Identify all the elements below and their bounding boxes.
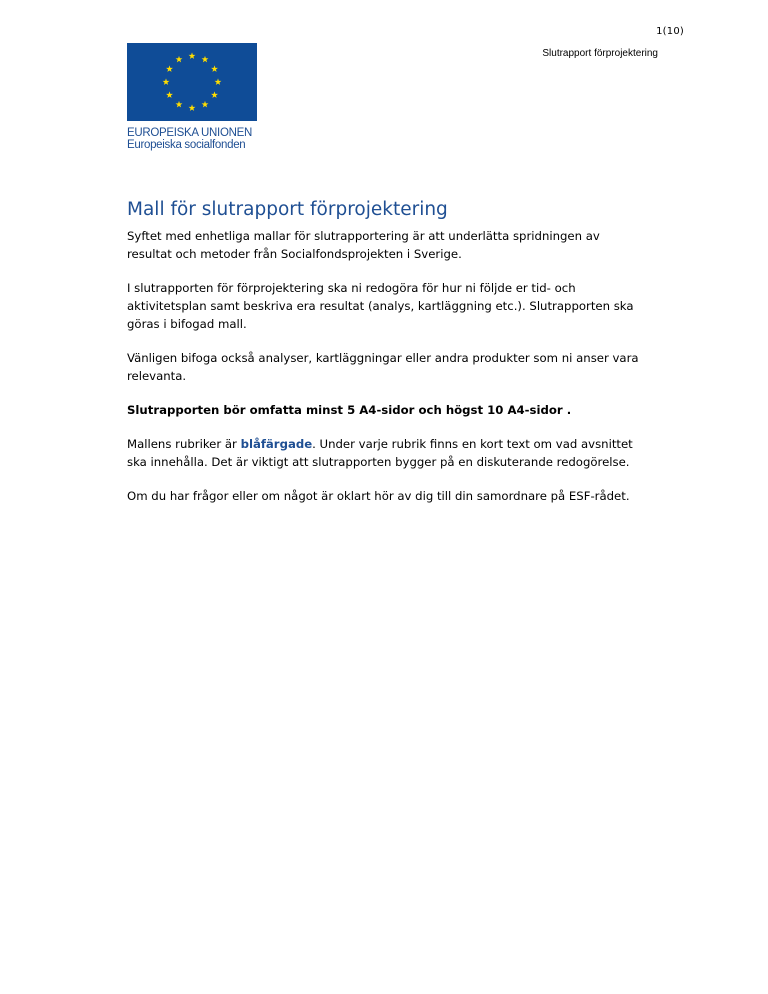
- logo-text-union: EUROPEISKA UNIONEN: [127, 127, 252, 139]
- paragraph-purpose: Syftet med enhetliga mallar för slutrapportering är att underlätta spridningen av resultat och metoder från Socialfondsprojekten i Sverige.: [127, 229, 600, 261]
- logo-text-fund: Europeiska socialfonden: [127, 139, 246, 151]
- running-header: Slutrapport förprojektering: [542, 48, 658, 59]
- document-body: [127, 197, 647, 521]
- headings-text-end: . Under varje rubrik finns en kort text om vad avsnittet ska innehålla. Det är viktigt att slutrapporten bygger på en diskuterande redogörelse.: [127, 437, 633, 469]
- paragraph-attachments: Vänligen bifoga också analyser, kartläggningar eller andra produkter som ni anser vara relevanta.: [127, 351, 639, 383]
- page-number: 1(10): [656, 26, 684, 37]
- paragraph-instructions: I slutrapporten för förprojektering ska ni redogöra för hur ni följde er tid- och aktivitetsplan samt beskriva era resultat (analys, kartläggning etc.). Slutrapporten ska göras i bifogad mall.: [127, 281, 634, 331]
- paragraph-contact: Om du har frågor eller om något är oklart hör av dig till din samordnare på ESF-rådet.: [127, 489, 630, 503]
- paragraph-page-limit: Slutrapporten bör omfatta minst 5 A4-sidor och högst 10 A4-sidor .: [127, 403, 572, 417]
- eu-flag-icon: [127, 43, 257, 121]
- headings-highlight: blåfärgade: [240, 437, 313, 451]
- headings-text-start: Mallens rubriker är: [127, 437, 241, 451]
- eu-logo: [127, 43, 257, 152]
- paragraph-headings: [127, 435, 647, 471]
- document-title: Mall för slutrapport förprojektering: [127, 199, 448, 220]
